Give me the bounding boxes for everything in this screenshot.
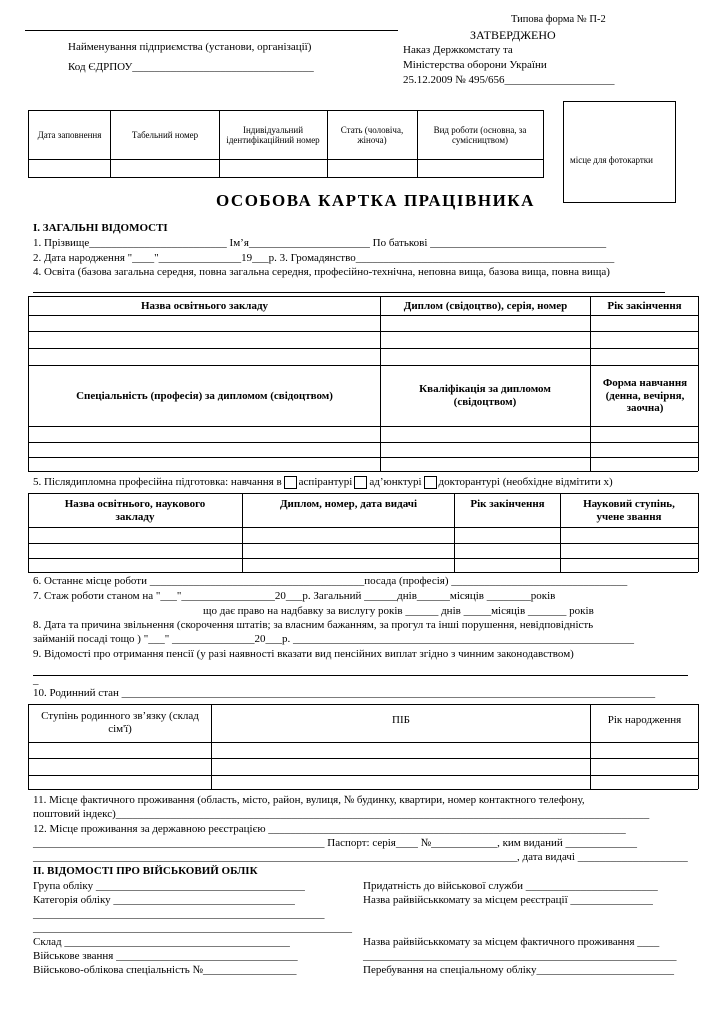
pension-line: 9. Відомості про отримання пенсії (у разі наявності вказати вид пенсійних виплат згідно з чинним законодавством) <box>33 648 574 660</box>
dismissal-line: 8. Дата та причина звільнення (скорочення штатів; за власним бажанням, за прогул та інші порушення, невідповідність <box>33 619 594 631</box>
col-birth-year: Рік народження <box>607 713 682 726</box>
section-general: І. ЗАГАЛЬНІ ВІДОМОСТІ <box>33 222 168 234</box>
aspirantura-checkbox[interactable] <box>284 476 297 489</box>
family-status-line[interactable]: 10. Родинний стан _________________________________________________________________________________________________ <box>33 687 656 699</box>
military-office-actual[interactable]: Назва райвійськкомату за місцем фактичного проживання ____ <box>363 936 660 948</box>
photo-box <box>563 101 676 203</box>
pension-blank[interactable] <box>33 675 688 676</box>
col-pg-diploma: Диплом, номер, дата видачі <box>279 497 418 510</box>
page-title: ОСОБОВА КАРТКА ПРАЦІВНИКА <box>216 191 535 210</box>
actual-address-line: 11. Місце фактичного проживання (область, місто, район, вулиця, № будинку, квартири, номер контактного телефону, <box>33 794 585 806</box>
military-group[interactable]: Група обліку ______________________________________ <box>33 880 305 892</box>
military-blank-2[interactable]: __________________________________________________________ <box>33 922 352 934</box>
aspirantura-label: аспірантурі <box>298 476 353 489</box>
col-grad-year: Рік закінчення <box>607 299 682 312</box>
education-label: 4. Освіта (базова загальна середня, повна загальна середня, професійно-технічна, неповна вища, базова вища, повна вища) <box>33 266 610 278</box>
col-study-form: Форма навчання (денна, вечірня, заочна) <box>602 377 688 415</box>
col-institution: Назва освітнього закладу <box>140 299 269 312</box>
col-specialty: Спеціальність (професія) за дипломом (свідоцтвом) <box>76 389 333 402</box>
doctorantura-label: докторантурі (необхідне відмітити х) <box>438 476 613 489</box>
form-type: Типова форма № П-2 <box>511 14 606 25</box>
military-staff[interactable]: Склад _________________________________________ <box>33 936 290 948</box>
education-blank[interactable] <box>33 292 665 293</box>
photo-label: місце для фотокартки <box>570 155 653 165</box>
col-sex: Стать (чоловіча, жіноча) <box>340 124 404 145</box>
military-blank-1[interactable]: _____________________________________________________ <box>33 908 325 920</box>
col-work-type: Вид роботи (основна, за сумісництвом) <box>433 124 527 145</box>
col-diploma: Диплом (свідоцтво), серія, номер <box>403 299 568 312</box>
section-military: ІІ. ВІДОМОСТІ ПРО ВІЙСЬКОВИЙ ОБЛІК <box>33 865 258 877</box>
registered-address-line[interactable]: 12. Місце проживання за державною реєстрацією _________________________________________________________________ <box>33 823 626 835</box>
col-full-name: ПІБ <box>392 713 410 726</box>
order-line-1: Наказ Держкомстату та <box>403 44 513 56</box>
col-fill-date: Дата заповнення <box>37 129 102 140</box>
postgrad-label: 5. Післядипломна професійна підготовка: навчання в <box>33 476 282 489</box>
org-name-line <box>25 30 398 31</box>
military-rank-right[interactable]: _________________________________________________________ <box>363 950 677 962</box>
col-pg-institution: Назва освітнього, наукового закладу <box>64 497 206 523</box>
postal-index-line[interactable]: поштовий індекс)_________________________________________________________________________________________________ <box>33 808 650 820</box>
military-category[interactable]: Категорія обліку _________________________________ <box>33 894 295 906</box>
tab-number-input[interactable] <box>111 160 219 177</box>
seniority-bonus-line[interactable]: що дає право на надбавку за вислугу років ______ днів _____місяців _______ років <box>203 605 594 617</box>
edrpou-field[interactable]: Код ЄДРПОУ_________________________________ <box>68 61 314 73</box>
dismissal-position-line[interactable]: займаній посаді тощо ) "___" _______________20___р. ______________________________________________________________ <box>33 633 634 645</box>
order-line-2: Міністерства оборони України <box>403 59 547 71</box>
col-pg-year: Рік закінчення <box>470 497 545 510</box>
col-inn: Індивідуальний ідентифікаційний номер <box>226 124 320 145</box>
adjunctura-label: ад’юнктурі <box>369 476 422 489</box>
name-line[interactable]: 1. Прізвище_________________________ Ім’я______________________ По батькові ________________________________ <box>33 237 607 249</box>
work-type-input[interactable] <box>418 160 543 177</box>
col-relation: Ступінь родинного зв’язку (склад сім'ї) <box>41 709 199 735</box>
adjunctura-checkbox[interactable] <box>354 476 367 489</box>
doctorantura-checkbox[interactable] <box>424 476 437 489</box>
sex-input[interactable] <box>328 160 417 177</box>
date-input[interactable] <box>29 160 110 177</box>
inn-input[interactable] <box>220 160 327 177</box>
org-name-label: Найменування підприємства (установи, організації) <box>68 41 312 53</box>
military-special-registry[interactable]: Перебування на спеціальному обліку_________________________ <box>363 964 674 976</box>
issue-date-line[interactable]: ________________________________________________________________________________________, дата видачі ____________________ <box>33 851 688 863</box>
approved-label: ЗАТВЕРДЖЕНО <box>470 28 556 42</box>
passport-line[interactable]: _____________________________________________________ Паспорт: серія____ №____________, ким виданий _____________ <box>33 837 637 849</box>
military-fitness[interactable]: Придатність до військової служби ________________________ <box>363 880 658 892</box>
last-job-line[interactable]: 6. Останнє місце роботи _______________________________________посада (професія) ________________________________ <box>33 575 628 587</box>
birth-citizenship-line[interactable]: 2. Дата народження "____"_______________19___р. 3. Громадянство_______________________________________________ <box>33 252 615 264</box>
col-pg-degree: Науковий ступінь, учене звання <box>583 497 675 523</box>
military-office-registered[interactable]: Назва райвійськкомату за місцем реєстрації _______________ <box>363 894 653 906</box>
pension-blank-end: _ <box>33 674 39 686</box>
seniority-line[interactable]: 7. Стаж роботи станом на "___"_________________20___р. Загальний ______днів______місяців ________років <box>33 590 556 602</box>
order-line-3: 25.12.2009 № 495/656____________________ <box>403 74 615 86</box>
col-tab-number: Табельний номер <box>131 129 199 140</box>
postgrad-line <box>33 476 613 489</box>
military-rank[interactable]: Військове звання _________________________________ <box>33 950 298 962</box>
military-specialty[interactable]: Військово-облікова спеціальність №_________________ <box>33 964 297 976</box>
col-qualification: Кваліфікація за дипломом (свідоцтвом) <box>419 383 551 408</box>
